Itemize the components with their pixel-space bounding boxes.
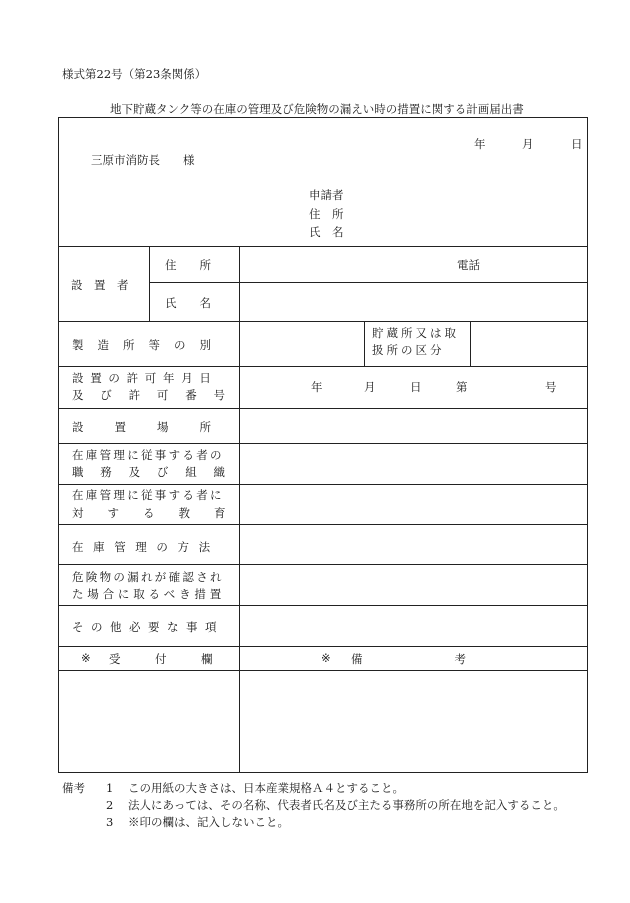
row-divider	[59, 605, 587, 606]
date-day: 日	[571, 137, 583, 151]
row-divider	[59, 524, 587, 525]
staff-label-line1: 在庫管理に従事する者の	[72, 448, 224, 462]
permit-year: 年	[311, 380, 323, 394]
leak-label-line1: 危険物の漏れが確認され	[72, 570, 224, 584]
row-divider	[59, 246, 587, 247]
permit-dai: 第	[456, 380, 468, 394]
permit-label-line1: 設置の許可年月日	[72, 371, 218, 385]
leak-label-line2: た場合に取るべき措置	[72, 587, 225, 601]
column-divider	[470, 321, 471, 366]
education-label-line2: 対する教育	[72, 506, 250, 520]
permit-label-line2: 及び許可番号	[72, 388, 242, 402]
column-divider	[364, 321, 365, 366]
permit-go: 号	[545, 380, 557, 394]
remarks-mark: ※	[321, 651, 331, 665]
note-text: ※印の欄は、記入しないこと。	[128, 815, 289, 829]
installer-name-label: 氏 名	[165, 296, 211, 310]
applicant-name-label: 氏 名	[309, 225, 344, 239]
form-number: 様式第22号（第23条関係）	[62, 67, 207, 81]
notes	[62, 780, 565, 831]
applicant-address-label: 住 所	[309, 207, 344, 221]
row-divider	[59, 646, 587, 647]
note-number: 2	[106, 798, 114, 812]
row-divider	[59, 484, 587, 485]
note-item	[62, 780, 565, 797]
note-text: 法人にあっては、その名称、代表者氏名及び主たる事務所の所在地を記入すること。	[128, 798, 565, 812]
form-table	[58, 117, 588, 773]
note-number: 3	[106, 815, 114, 829]
manufacturing-type-label	[72, 337, 225, 353]
storage-category-label: 貯蔵所又は取扱所の区分	[372, 326, 459, 357]
row-divider	[59, 670, 587, 671]
row-divider	[59, 321, 587, 322]
installer-phone-label: 電話	[457, 258, 480, 272]
note-number: 1	[106, 781, 114, 795]
date-month: 月	[522, 137, 534, 151]
reception-label: 受 付 欄	[109, 652, 213, 666]
addressee: 三原市消防長 様	[91, 153, 195, 167]
note-text: この用紙の大きさは、日本産業規格Ａ４とすること。	[128, 781, 404, 795]
reception-mark: ※	[81, 651, 91, 665]
note-item	[62, 814, 565, 831]
education-label-line1: 在庫管理に従事する者に	[72, 488, 224, 502]
staff-label-line2: 職務及び組織	[72, 465, 242, 479]
permit-day: 日	[410, 380, 422, 394]
remarks-label: 備 考	[351, 652, 466, 666]
date-year: 年	[474, 137, 486, 151]
row-divider	[59, 564, 587, 565]
row-divider	[59, 443, 587, 444]
location-label: 設置場所	[72, 420, 242, 434]
other-label: その他必要な事項	[72, 620, 224, 634]
notes-label: 備考	[62, 781, 85, 795]
row-divider	[59, 408, 587, 409]
row-divider	[149, 282, 587, 283]
installer-label: 設 置 者	[71, 278, 129, 292]
note-item	[62, 797, 565, 814]
applicant-label: 申請者	[309, 188, 344, 202]
method-label: 在庫管理の方法	[72, 540, 220, 554]
permit-month: 月	[364, 380, 376, 394]
installer-address-label: 住 所	[165, 258, 211, 272]
label-text: 製造所等の別	[72, 338, 225, 352]
row-divider	[59, 366, 587, 367]
column-divider	[149, 246, 150, 321]
form-title: 地下貯蔵タンク等の在庫の管理及び危険物の漏えい時の措置に関する計画届出書	[110, 102, 524, 116]
